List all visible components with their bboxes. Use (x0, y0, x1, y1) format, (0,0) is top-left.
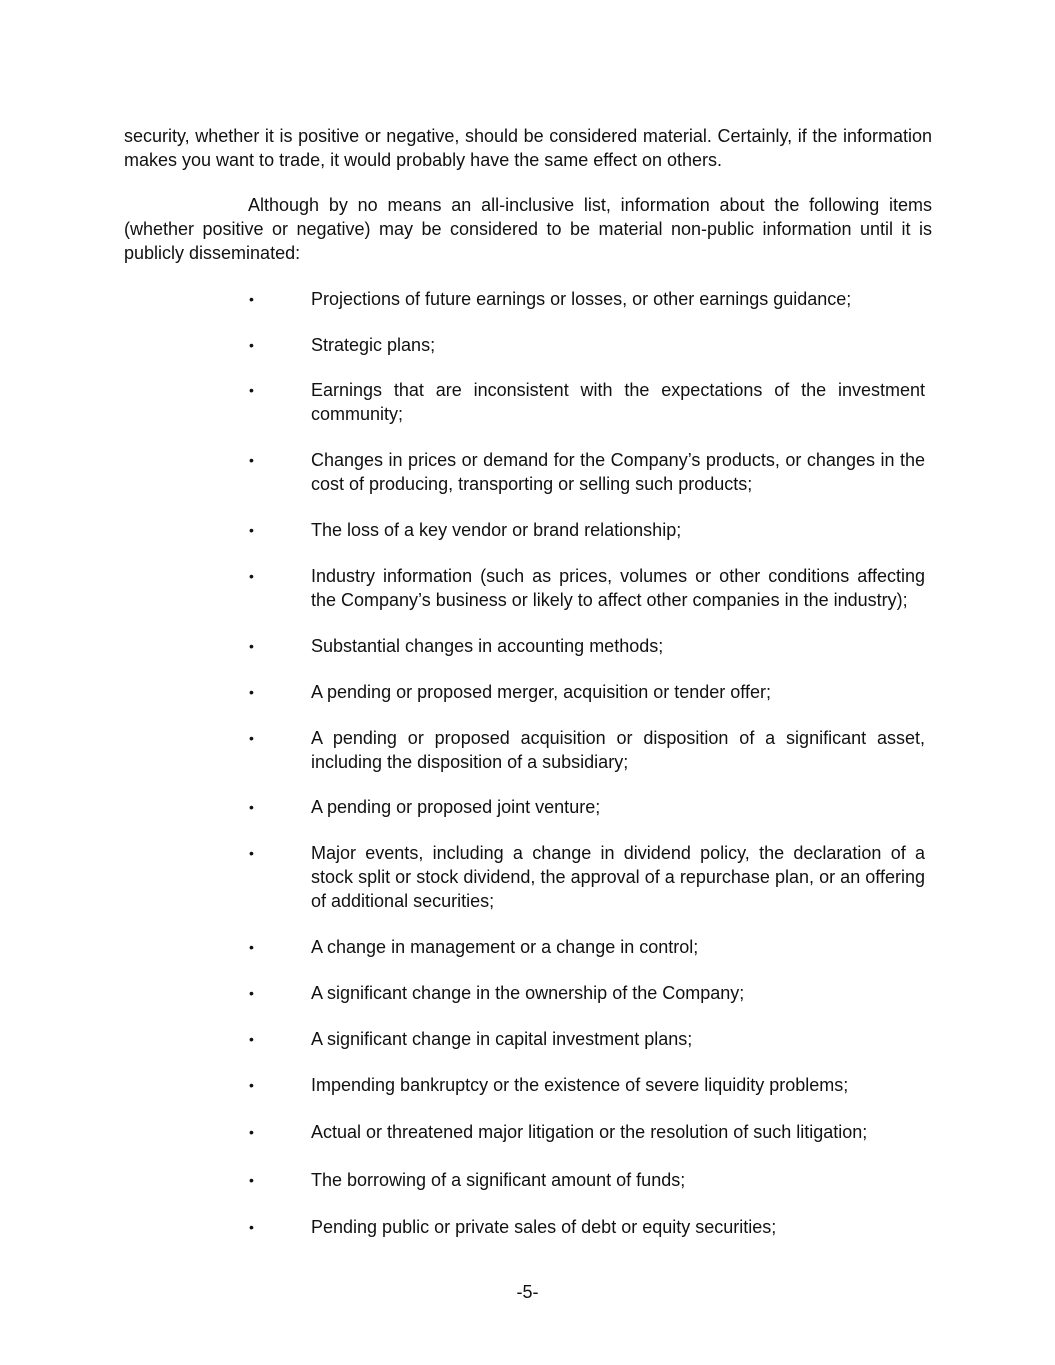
bullet-icon: • (249, 1077, 254, 1093)
list-item-text: Earnings that are inconsistent with the expectations of the investment community; (311, 380, 925, 424)
bullet-icon: • (249, 845, 254, 861)
bullet-icon: • (249, 684, 254, 700)
bullet-icon: • (249, 382, 254, 398)
bullet-icon: • (249, 985, 254, 1001)
list-item-text: Substantial changes in accounting methods; (311, 636, 664, 656)
bullet-icon: • (249, 730, 254, 746)
list-item-text: Pending public or private sales of debt or equity securities; (311, 1217, 777, 1237)
list-item-text: Actual or threatened major litigation or the resolution of such litigation; (311, 1122, 868, 1142)
list-item-text: A significant change in the ownership of the Company; (311, 983, 745, 1003)
bullet-icon: • (249, 1124, 254, 1140)
bullet-icon: • (249, 1219, 254, 1235)
list-item-text: Changes in prices or demand for the Company’s products, or changes in the cost of producing, transporting or selling such products; (311, 450, 925, 494)
bullet-icon: • (249, 799, 254, 815)
bullet-icon: • (249, 452, 254, 468)
bullet-icon: • (249, 337, 254, 353)
list-item-text: Major events, including a change in dividend policy, the declaration of a stock split or stock dividend, the approval of a repurchase plan, or an offering of additional securities; (311, 843, 925, 911)
list-item-text: The loss of a key vendor or brand relationship; (311, 520, 682, 540)
bullet-icon: • (249, 568, 254, 584)
list-item-text: Projections of future earnings or losses, or other earnings guidance; (311, 289, 852, 309)
list-item-text: The borrowing of a significant amount of funds; (311, 1170, 686, 1190)
bullet-icon: • (249, 522, 254, 538)
list-item-text: A change in management or a change in control; (311, 937, 699, 957)
paragraph-continuation: security, whether it is positive or negative, should be considered material. Certainly, if the information makes you want to trade, it would probably have the same effect on others. (124, 126, 932, 170)
list-item-text: A significant change in capital investment plans; (311, 1029, 693, 1049)
bullet-icon: • (249, 939, 254, 955)
list-item-text: A pending or proposed joint venture; (311, 797, 601, 817)
list-item-text: A pending or proposed merger, acquisition or tender offer; (311, 682, 771, 702)
list-item-text: Impending bankruptcy or the existence of severe liquidity problems; (311, 1075, 849, 1095)
list-item-text: Industry information (such as prices, volumes or other conditions affecting the Company’s business or likely to affect other companies in the industry); (311, 566, 925, 610)
paragraph-list-intro: Although by no means an all-inclusive list, information about the following items (whether positive or negative) may be considered to be material non-public information until it is publicly disseminated: (124, 195, 932, 263)
bullet-icon: • (249, 1031, 254, 1047)
bullet-icon: • (249, 291, 254, 307)
list-item-text: Strategic plans; (311, 335, 436, 355)
bullet-icon: • (249, 1172, 254, 1188)
list-item-text: A pending or proposed acquisition or disposition of a significant asset, including the disposition of a subsidiary; (311, 728, 925, 772)
page-number: -5- (516, 1282, 539, 1302)
bullet-icon: • (249, 638, 254, 654)
